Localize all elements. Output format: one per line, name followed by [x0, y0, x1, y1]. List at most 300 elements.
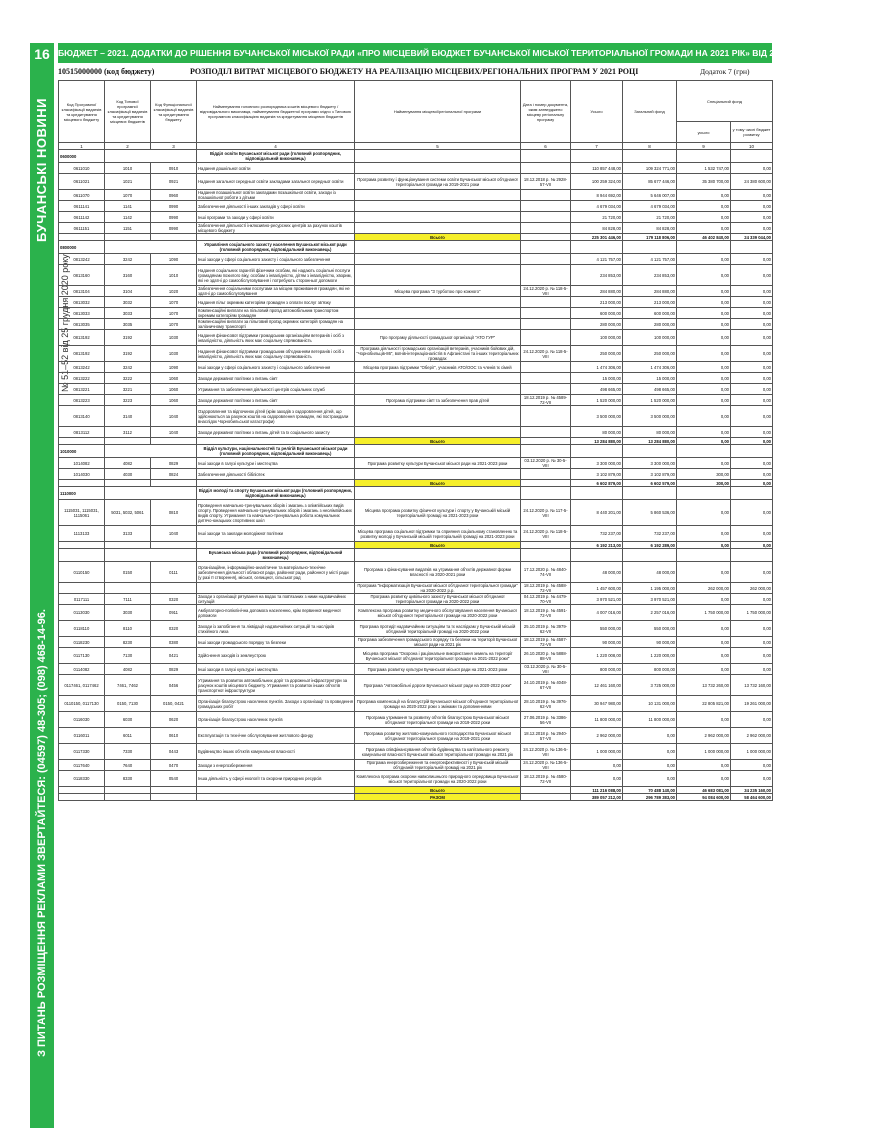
local-program-name: Програма розвитку культури Бучанської міської ради на 2021-2023 роки: [355, 458, 521, 469]
amount-total: 12 461 160,00: [571, 675, 623, 696]
amount-development: 13 732 160,00: [731, 675, 773, 696]
amount-development: 0,00: [731, 297, 773, 308]
amount-general: 0,00: [623, 744, 677, 760]
column-number: 9: [677, 143, 731, 150]
column-numbers-row: [59, 143, 773, 150]
typical-code: 3221: [105, 384, 151, 395]
approval-document: 25.10.2019 р. № 3979-62-VII: [521, 621, 571, 637]
amount-total: 15 000,00: [571, 373, 623, 384]
amount-special: 0,00: [677, 406, 731, 427]
functional-code: 1070: [151, 319, 197, 330]
amount-total: 100 000,00: [571, 330, 623, 346]
amount-total: 30 947 980,00: [571, 696, 623, 712]
amount-development: 0,00: [731, 760, 773, 771]
empty-cell: [197, 542, 355, 549]
column-number: 7: [571, 143, 623, 150]
table-row: [59, 760, 773, 771]
subtotal-row: [59, 542, 773, 549]
approval-document: [521, 308, 571, 319]
functional-code: 0921: [151, 174, 197, 190]
empty-cell: [623, 487, 677, 500]
issue-date: № 51–52 від 25 грудня 2020 року: [60, 254, 70, 392]
typical-code: 3030: [105, 605, 151, 621]
section-title: Відділ молоді та спорту Бучанської міської ради (головний розпорядник, відповідальний виконавець): [197, 487, 355, 500]
program-code: 0813192: [59, 346, 105, 362]
approval-document: 24.12.2020 р. № 118-5-VIII: [521, 286, 571, 297]
typical-code: 3133: [105, 526, 151, 542]
typical-code: 3033: [105, 308, 151, 319]
section-header-row: [59, 445, 773, 458]
local-program-name: Програма "Автомобільні дороги Бучанської міської ради на 2020-2022 роки": [355, 675, 521, 696]
empty-cell: [355, 241, 521, 254]
typical-code: [105, 583, 151, 594]
header-title-bar: БЮДЖЕТ – 2021. ДОДАТКИ ДО РІШЕННЯ БУЧАНСЬКОЇ МІСЬКОЇ РАДИ «ПРО МІСЦЕВИЙ БЮДЖЕТ БУЧАНСЬКОЇ МІСЬКОЇ ТЕРИТОРІАЛЬНОЇ ГРОМАДИ НА 2021 РІК» ВІД 24.12.2020 РОКУ № 124-5-VIII: [58, 43, 772, 63]
table-row: [59, 201, 773, 212]
typical-code: 3242: [105, 362, 151, 373]
amount-total: 234 853,00: [571, 265, 623, 286]
amount-development: 0,00: [731, 286, 773, 297]
total-amount: 70 488 140,00: [623, 787, 677, 794]
amount-development: 0,00: [731, 637, 773, 648]
amount-general: 213 000,00: [623, 297, 677, 308]
empty-cell: [151, 438, 197, 445]
advertising-contact: З ПИТАНЬ РОЗМІЩЕННЯ РЕКЛАМИ ЗВЕРТАЙТЕСЯ: (04597) 48-305; (098) 468-14-96.: [36, 609, 48, 1057]
amount-total: 1 474 306,00: [571, 362, 623, 373]
empty-cell: [197, 794, 355, 801]
empty-cell: [151, 542, 197, 549]
empty-cell: [521, 487, 571, 500]
functional-code: 0470: [151, 760, 197, 771]
amount-general: 2 257 016,00: [623, 605, 677, 621]
amount-special: 0,00: [677, 384, 731, 395]
col-header-program-code: Код Програмної класифікації видатків та кредитування місцевого бюджету: [59, 81, 105, 143]
typical-code: 1010: [105, 163, 151, 174]
program-item-name: Амбулаторно-поліклінічна допомога населенню, крім первинної медичної допомоги: [197, 605, 355, 621]
amount-total: 11 800 000,00: [571, 712, 623, 728]
table-row: [59, 712, 773, 728]
empty-cell: [521, 445, 571, 458]
table-row: [59, 395, 773, 406]
amount-total: 3 500 000,00: [571, 406, 623, 427]
amount-general: 21 720,00: [623, 212, 677, 223]
total-label: Всього: [355, 438, 521, 445]
amount-special: 0,00: [677, 637, 731, 648]
empty-cell: [105, 794, 151, 801]
total-amount: 0,00: [677, 438, 731, 445]
functional-code: 0910: [151, 163, 197, 174]
section-code: 1010000: [59, 445, 105, 458]
amount-general: 15 000,00: [623, 373, 677, 384]
amount-special: 0,00: [677, 648, 731, 664]
program-item-name: Заходи державної політики з питань сім'ї: [197, 373, 355, 384]
program-code: 0117330: [59, 744, 105, 760]
functional-code: 0990: [151, 201, 197, 212]
functional-code: 0111: [151, 562, 197, 583]
table-row: [59, 621, 773, 637]
amount-general: 234 853,00: [623, 265, 677, 286]
program-item-name: Заходи із запобігання та ліквідації надзвичайних ситуацій та наслідків стихійного лиха: [197, 621, 355, 637]
total-amount: 225 301 446,00: [571, 234, 623, 241]
amount-total: 1 000 000,00: [571, 744, 623, 760]
empty-cell: [677, 445, 731, 458]
amount-general: 600 000,00: [623, 308, 677, 319]
empty-cell: [571, 241, 623, 254]
amount-development: 0,00: [731, 395, 773, 406]
grand-total-row: [59, 794, 773, 801]
empty-cell: [677, 549, 731, 562]
table-row: [59, 346, 773, 362]
program-code: 0611070: [59, 190, 105, 201]
empty-cell: [521, 542, 571, 549]
table-row: [59, 637, 773, 648]
amount-development: 0,00: [731, 265, 773, 286]
col-header-general-fund: Загальний фонд: [623, 81, 677, 143]
functional-code: 0620: [151, 712, 197, 728]
amount-development: 0,00: [731, 427, 773, 438]
amount-development: 0,00: [731, 621, 773, 637]
amount-general: 5 646 007,00: [623, 190, 677, 201]
program-item-name: Організація благоустрою населених пунктів: [197, 712, 355, 728]
empty-cell: [623, 241, 677, 254]
program-item-name: Надання фінансової підтримки громадським організаціям ветеранів і осіб з інвалідністю, діяльність яких має соціальну спрямованість: [197, 330, 355, 346]
program-code: 0116030: [59, 712, 105, 728]
total-amount: 94 084 600,00: [677, 794, 731, 801]
empty-cell: [521, 480, 571, 487]
page-number: 16: [34, 46, 50, 62]
functional-code: 0610: [151, 728, 197, 744]
local-program-name: Програма "Інформатизація Бучанської міської об'єднаної територіальної громади" на 2020-2022 р.р.: [355, 583, 521, 594]
amount-general: 4 679 034,00: [623, 201, 677, 212]
program-item-name: Заходи з організації рятування на водах та пов'язаних з ними надзвичайних ситуацій: [197, 594, 355, 605]
amount-special: 0,00: [677, 190, 731, 201]
table-row: [59, 308, 773, 319]
amount-total: 90 000,00: [571, 637, 623, 648]
typical-code: 7130: [105, 648, 151, 664]
empty-cell: [59, 438, 105, 445]
empty-cell: [59, 234, 105, 241]
section-header-row: [59, 487, 773, 500]
section-code: 0800000: [59, 241, 105, 254]
amount-general: 109 324 771,00: [623, 163, 677, 174]
amount-development: 0,00: [731, 526, 773, 542]
functional-code: 1010: [151, 265, 197, 286]
column-number: 6: [521, 143, 571, 150]
local-program-name: Комплексна програма розвитку медичного обслуговування населення Бучанської міської об'єднаної територіальної громади на 2020-2022 роки: [355, 605, 521, 621]
amount-special: 0,00: [677, 395, 731, 406]
approval-document: [521, 163, 571, 174]
typical-code: 6030: [105, 712, 151, 728]
amount-general: 284 880,00: [623, 286, 677, 297]
local-program-name: [355, 308, 521, 319]
table-row: [59, 728, 773, 744]
approval-document: 26.10.2020 р. № 5888-88-VII: [521, 648, 571, 664]
empty-cell: [355, 150, 521, 163]
functional-code: 1030: [151, 330, 197, 346]
program-item-name: Забезпечення діяльності інклюзивно-ресурсних центрів за рахунок коштів місцевого бюджету: [197, 223, 355, 234]
amount-development: 0,00: [731, 163, 773, 174]
amount-total: 1 457 600,00: [571, 583, 623, 594]
amount-development: 0,00: [731, 212, 773, 223]
approval-document: [521, 201, 571, 212]
local-program-name: Програма забезпечення громадського порядку та безпеки на території Бучанської міської ради на 2021 рік: [355, 637, 521, 648]
approval-document: 24.12.2020 р. № 136-5-VIII: [521, 744, 571, 760]
local-program-name: Програма розвитку житлово-комунального господарства Бучанської міської об'єднаної територіальної громади на 2019-2021 роки: [355, 728, 521, 744]
amount-development: 0,00: [731, 254, 773, 265]
program-code: 0117461, 0117462: [59, 675, 105, 696]
table-row: [59, 605, 773, 621]
subtotal-row: [59, 234, 773, 241]
amount-development: 19 261 000,00: [731, 696, 773, 712]
amount-special: 0,00: [677, 458, 731, 469]
program-item-name: Надання соціальних гарантій фізичним особам, які надають соціальні послуги громадянам похилого віку, особам з інвалідністю, дітям з інвалідністю, хворим, які не здатні до самообслуговування і потребують сторонньої допомоги: [197, 265, 355, 286]
empty-cell: [571, 150, 623, 163]
amount-special: 35 380 700,00: [677, 174, 731, 190]
empty-cell: [731, 487, 773, 500]
col-header-program-name: Найменування місцевої/регіональної програми: [355, 81, 521, 143]
amount-special: 0,00: [677, 664, 731, 675]
empty-cell: [105, 241, 197, 254]
amount-special: 13 732 260,00: [677, 675, 731, 696]
amount-total: 0,00: [571, 760, 623, 771]
typical-code: 5031, 5032, 5061: [105, 500, 151, 526]
amount-development: 0,00: [731, 771, 773, 787]
program-item-name: Інші заходи у сфері соціального захисту і соціального забезпечення: [197, 254, 355, 265]
typical-code: 3140: [105, 406, 151, 427]
typical-code: 8230: [105, 637, 151, 648]
amount-total: 21 720,00: [571, 212, 623, 223]
amount-general: 1 474 306,00: [623, 362, 677, 373]
amount-development: 0,00: [731, 406, 773, 427]
table-row: [59, 286, 773, 297]
total-amount: 389 057 212,00: [571, 794, 623, 801]
amount-total: 110 857 448,00: [571, 163, 623, 174]
program-code: 1113133: [59, 526, 105, 542]
program-item-name: Надання пільг окремим категоріям громадян з оплати послуг зв'язку: [197, 297, 355, 308]
total-amount: 6 602 879,00: [571, 480, 623, 487]
functional-code: 0911: [151, 605, 197, 621]
program-code: 0813160: [59, 265, 105, 286]
local-program-name: [355, 297, 521, 308]
functional-code: 1090: [151, 254, 197, 265]
amount-development: 0,00: [731, 469, 773, 480]
approval-document: [521, 406, 571, 427]
typical-code: 6011: [105, 728, 151, 744]
local-program-name: [355, 201, 521, 212]
amount-special: 1 532 747,00: [677, 163, 731, 174]
amount-general: 0,00: [623, 728, 677, 744]
empty-cell: [59, 542, 105, 549]
local-program-name: Програма розвитку культури Бучанської міської ради на 2021-2023 роки: [355, 664, 521, 675]
empty-cell: [105, 480, 151, 487]
table-row: [59, 500, 773, 526]
local-program-name: [355, 319, 521, 330]
total-label: Всього: [355, 787, 521, 794]
typical-code: 0150, 7130: [105, 696, 151, 712]
table-row: [59, 458, 773, 469]
amount-general: 90 000,00: [623, 637, 677, 648]
local-program-name: Місцева програма "З турботою про кожного": [355, 286, 521, 297]
local-program-name: Програма розвитку і функціонування системи освіти Бучанської міської об'єднаної територіальної громади на 2019-2021 роки: [355, 174, 521, 190]
typical-code: 4030: [105, 469, 151, 480]
amount-special: 0,00: [677, 223, 731, 234]
amount-general: 80 000,00: [623, 427, 677, 438]
program-item-name: Оздоровлення та відпочинок дітей (крім заходів з оздоровлення дітей, що здійснюються за рахунок коштів на оздоровлення громадян, які постраждали внаслідок Чорнобильської катастрофи): [197, 406, 355, 427]
amount-special: 0,00: [677, 562, 731, 583]
amount-total: 284 880,00: [571, 286, 623, 297]
table-row: [59, 583, 773, 594]
amount-development: 262 000,00: [731, 583, 773, 594]
amount-total: 2 962 000,00: [571, 728, 623, 744]
column-number: 3: [151, 143, 197, 150]
program-item-name: [197, 583, 355, 594]
typical-code: 7461, 7462: [105, 675, 151, 696]
table-row: [59, 771, 773, 787]
approval-document: 17.12.2020 р. № 4840-74-VII: [521, 562, 571, 583]
program-code: 0813032: [59, 297, 105, 308]
column-number: 5: [355, 143, 521, 150]
program-code: 0813221: [59, 384, 105, 395]
amount-total: 4 679 034,00: [571, 201, 623, 212]
functional-code: 1060: [151, 373, 197, 384]
empty-cell: [731, 445, 773, 458]
typical-code: 1141: [105, 201, 151, 212]
amount-general: 0,00: [623, 771, 677, 787]
empty-cell: [731, 150, 773, 163]
approval-document: [521, 362, 571, 373]
section-code: [59, 549, 105, 562]
amount-development: 0,00: [731, 712, 773, 728]
typical-code: 7640: [105, 760, 151, 771]
amount-development: 0,00: [731, 562, 773, 583]
approval-document: [521, 297, 571, 308]
functional-code: 0421: [151, 648, 197, 664]
amount-total: 250 000,00: [571, 346, 623, 362]
empty-cell: [151, 480, 197, 487]
appendix-label: Додаток 7 (грн): [700, 67, 750, 76]
typical-code: 7111: [105, 594, 151, 605]
empty-cell: [105, 445, 197, 458]
col-header-development: у тому числі бюджет розвитку: [731, 122, 773, 143]
functional-code: 1070: [151, 297, 197, 308]
approval-document: [521, 319, 571, 330]
budget-table: [58, 80, 773, 801]
empty-cell: [197, 234, 355, 241]
program-code: 0813140: [59, 406, 105, 427]
program-code: 0611141: [59, 201, 105, 212]
col-header-total: Усього: [571, 81, 623, 143]
functional-code: 0829: [151, 458, 197, 469]
section-title: Управління соціального захисту населення Бучанської міської ради (головний розпорядник, відповідальний виконавець): [197, 241, 355, 254]
program-code: 0611151: [59, 223, 105, 234]
section-header-row: [59, 150, 773, 163]
empty-cell: [623, 549, 677, 562]
amount-general: 3 500 000,00: [623, 406, 677, 427]
table-row: [59, 526, 773, 542]
amount-total: 3 970 521,00: [571, 594, 623, 605]
amount-development: 0,00: [731, 373, 773, 384]
table-row: [59, 469, 773, 480]
program-item-name: Здійснення заходів із землеустрою: [197, 648, 355, 664]
amount-total: 84 828,00: [571, 223, 623, 234]
functional-code: 0320: [151, 621, 197, 637]
approval-document: 18.12.2019 р. № 4588-72-VII: [521, 583, 571, 594]
local-program-name: Місцева програма підтримки "Оберіг", учасників АТО/ООС та членів їх сімей: [355, 362, 521, 373]
program-item-name: Заходи державної політики з питань дітей та їх соціального захисту: [197, 427, 355, 438]
program-item-name: Забезпечення діяльності інших закладів у сфері освіти: [197, 201, 355, 212]
program-code: 0110150: [59, 562, 105, 583]
total-amount: 0,00: [731, 480, 773, 487]
table-row: [59, 212, 773, 223]
total-label: Всього: [355, 542, 521, 549]
amount-development: 0,00: [731, 384, 773, 395]
amount-total: 3 300 000,00: [571, 458, 623, 469]
approval-document: [521, 223, 571, 234]
budget-code: 10515000000 (код бюджету): [58, 67, 155, 76]
local-program-name: [355, 469, 521, 480]
program-code: 0813242: [59, 362, 105, 373]
program-item-name: Організація благоустрою населених пунктів. Заходи з організації та проведення громадських робіт: [197, 696, 355, 712]
amount-general: 498 665,00: [623, 384, 677, 395]
amount-special: 0,00: [677, 712, 731, 728]
local-program-name: [355, 190, 521, 201]
amount-general: 84 828,00: [623, 223, 677, 234]
functional-code: 1020: [151, 286, 197, 297]
amount-total: 600 000,00: [571, 308, 623, 319]
amount-special: 0,00: [677, 594, 731, 605]
program-item-name: Інші заходи у сфері соціального захисту і соціального забезпечення: [197, 362, 355, 373]
amount-total: 280 000,00: [571, 319, 623, 330]
local-program-name: [355, 373, 521, 384]
amount-special: 0,00: [677, 771, 731, 787]
program-item-name: Надання дошкільної освіти: [197, 163, 355, 174]
program-code: 0116011: [59, 728, 105, 744]
program-code: 0813033: [59, 308, 105, 319]
functional-code: 0150, 0421: [151, 696, 197, 712]
amount-special: 0,00: [677, 362, 731, 373]
local-program-name: Програма з фінансування видатків на утримання об'єктів державної форми власності на 2020-2021 роки: [355, 562, 521, 583]
empty-cell: [105, 150, 197, 163]
amount-special: 0,00: [677, 265, 731, 286]
amount-total: 800 000,00: [571, 664, 623, 675]
empty-cell: [571, 549, 623, 562]
local-program-name: [355, 212, 521, 223]
approval-document: 18.12.2018 р. № 2940-57-VII: [521, 728, 571, 744]
amount-development: 0,00: [731, 190, 773, 201]
program-code: 0118230: [59, 637, 105, 648]
program-item-name: Інша діяльність у сфері екології та охорони природних ресурсів: [197, 771, 355, 787]
subtotal-row: [59, 438, 773, 445]
typical-code: 1070: [105, 190, 151, 201]
typical-code: 4082: [105, 458, 151, 469]
subtotal-row: [59, 480, 773, 487]
table-row: [59, 223, 773, 234]
functional-code: 0456: [151, 675, 197, 696]
amount-special: 0,00: [677, 500, 731, 526]
amount-special: 0,00: [677, 526, 731, 542]
local-program-name: [355, 163, 521, 174]
empty-cell: [677, 150, 731, 163]
typical-code: 3192: [105, 330, 151, 346]
col-header-functional-code: Код Функціональної класифікації видатків та кредитування бюджету: [151, 81, 197, 143]
program-code: 0117111: [59, 594, 105, 605]
amount-total: 4 007 016,00: [571, 605, 623, 621]
amount-general: 10 131 000,00: [623, 696, 677, 712]
amount-general: 3 970 521,00: [623, 594, 677, 605]
empty-cell: [521, 241, 571, 254]
approval-document: [521, 373, 571, 384]
amount-general: 800 000,00: [623, 664, 677, 675]
amount-general: 4 121 757,00: [623, 254, 677, 265]
